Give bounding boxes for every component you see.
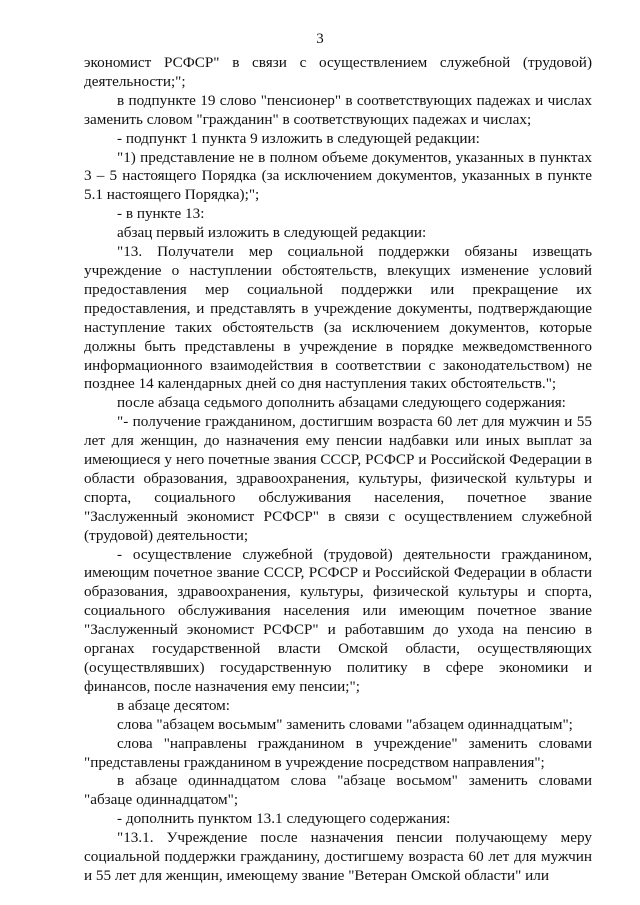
paragraph-14: в абзаце одиннадцатом слова "абзаце восьмом" заменить словами "абзаце одиннадцатом"; <box>84 772 592 809</box>
paragraph-15: - дополнить пунктом 13.1 следующего содержания: <box>117 810 451 828</box>
paragraph-2: в подпункте 19 слово "пенсионер" в соответствующих падежах и числах заменить словом "гражданин" в соответствующих падежах и числах; <box>84 91 592 128</box>
paragraph-8: после абзаца седьмого дополнить абзацами следующего содержания: <box>117 394 566 412</box>
page-number: 3 <box>316 31 324 47</box>
document-body <box>84 54 592 886</box>
paragraph-1: экономист РСФСР" в связи с осуществлением служебной (трудовой) деятельности;"; <box>84 54 592 90</box>
paragraph-4: "1) представление не в полном объеме документов, указанных в пунктах 3 – 5 настоящего Порядка (за исключением документов, указанных в пункте 5.1 настоящего Порядка);"; <box>84 148 592 204</box>
paragraph-3: - подпункт 1 пункта 9 изложить в следующей редакции: <box>117 129 480 147</box>
paragraph-7: "13. Получатели мер социальной поддержки обязаны извещать учреждение о наступлении обстоятельств, влекущих изменение условий предоставления мер социальной поддержки или прекращение их предоставления, и представлять в учреждение документы, подтверждающие наступление таких обстоятельств (за исключением документов, которые должны быть представлены в учреждение в порядке межведомственного информационного взаимодействия в соответствии с законодательством) не позднее 14 календарных дней со дня наступления таких обстоятельств."; <box>84 243 592 393</box>
paragraph-13: слова "направлены гражданином в учреждение" заменить словами "представлены гражданином в учреждение посредством направления"; <box>84 734 592 771</box>
paragraph-16: "13.1. Учреждение после назначения пенсии получающему меру социальной поддержки гражданину, достигшему возраста 60 лет для мужчин и 55 лет для женщин, имеющему звание "Ветеран Омской области" или <box>84 829 592 884</box>
paragraph-6: абзац первый изложить в следующей редакции: <box>117 224 427 242</box>
paragraph-10: - осуществление служебной (трудовой) деятельности гражданином, имеющим почетное звание СССР, РСФСР и Российской Федерации в области образования, здравоохранения, культуры, физической культуры и спорта, социального обслуживания населения или имеющим почетное звание "Заслуженный экономист РСФСР" и работавшим до ухода на пенсию в органах государственной власти Омской области, осуществляющих (осуществлявших) государственную политику в сфере экономики и финансов, после назначения ему пенсии;"; <box>84 545 592 695</box>
paragraph-9: "- получение гражданином, достигшим возраста 60 лет для мужчин и 55 лет для женщин, до назначения ему пенсии надбавки или иных выплат за имеющиеся у него почетные звания СССР, РСФСР и Российской Федерации в области образования, здравоохранения, культуры, физической культуры и спорта, социального обслуживания населения, почетное звание "Заслуженный экономист РСФСР" в связи с осуществлением служебной (трудовой) деятельности; <box>84 413 592 544</box>
paragraph-12: слова "абзацем восьмым" заменить словами "абзацем одиннадцатым"; <box>117 715 573 733</box>
paragraph-5: - в пункте 13: <box>117 205 205 223</box>
paragraph-11: в абзаце десятом: <box>117 696 230 714</box>
